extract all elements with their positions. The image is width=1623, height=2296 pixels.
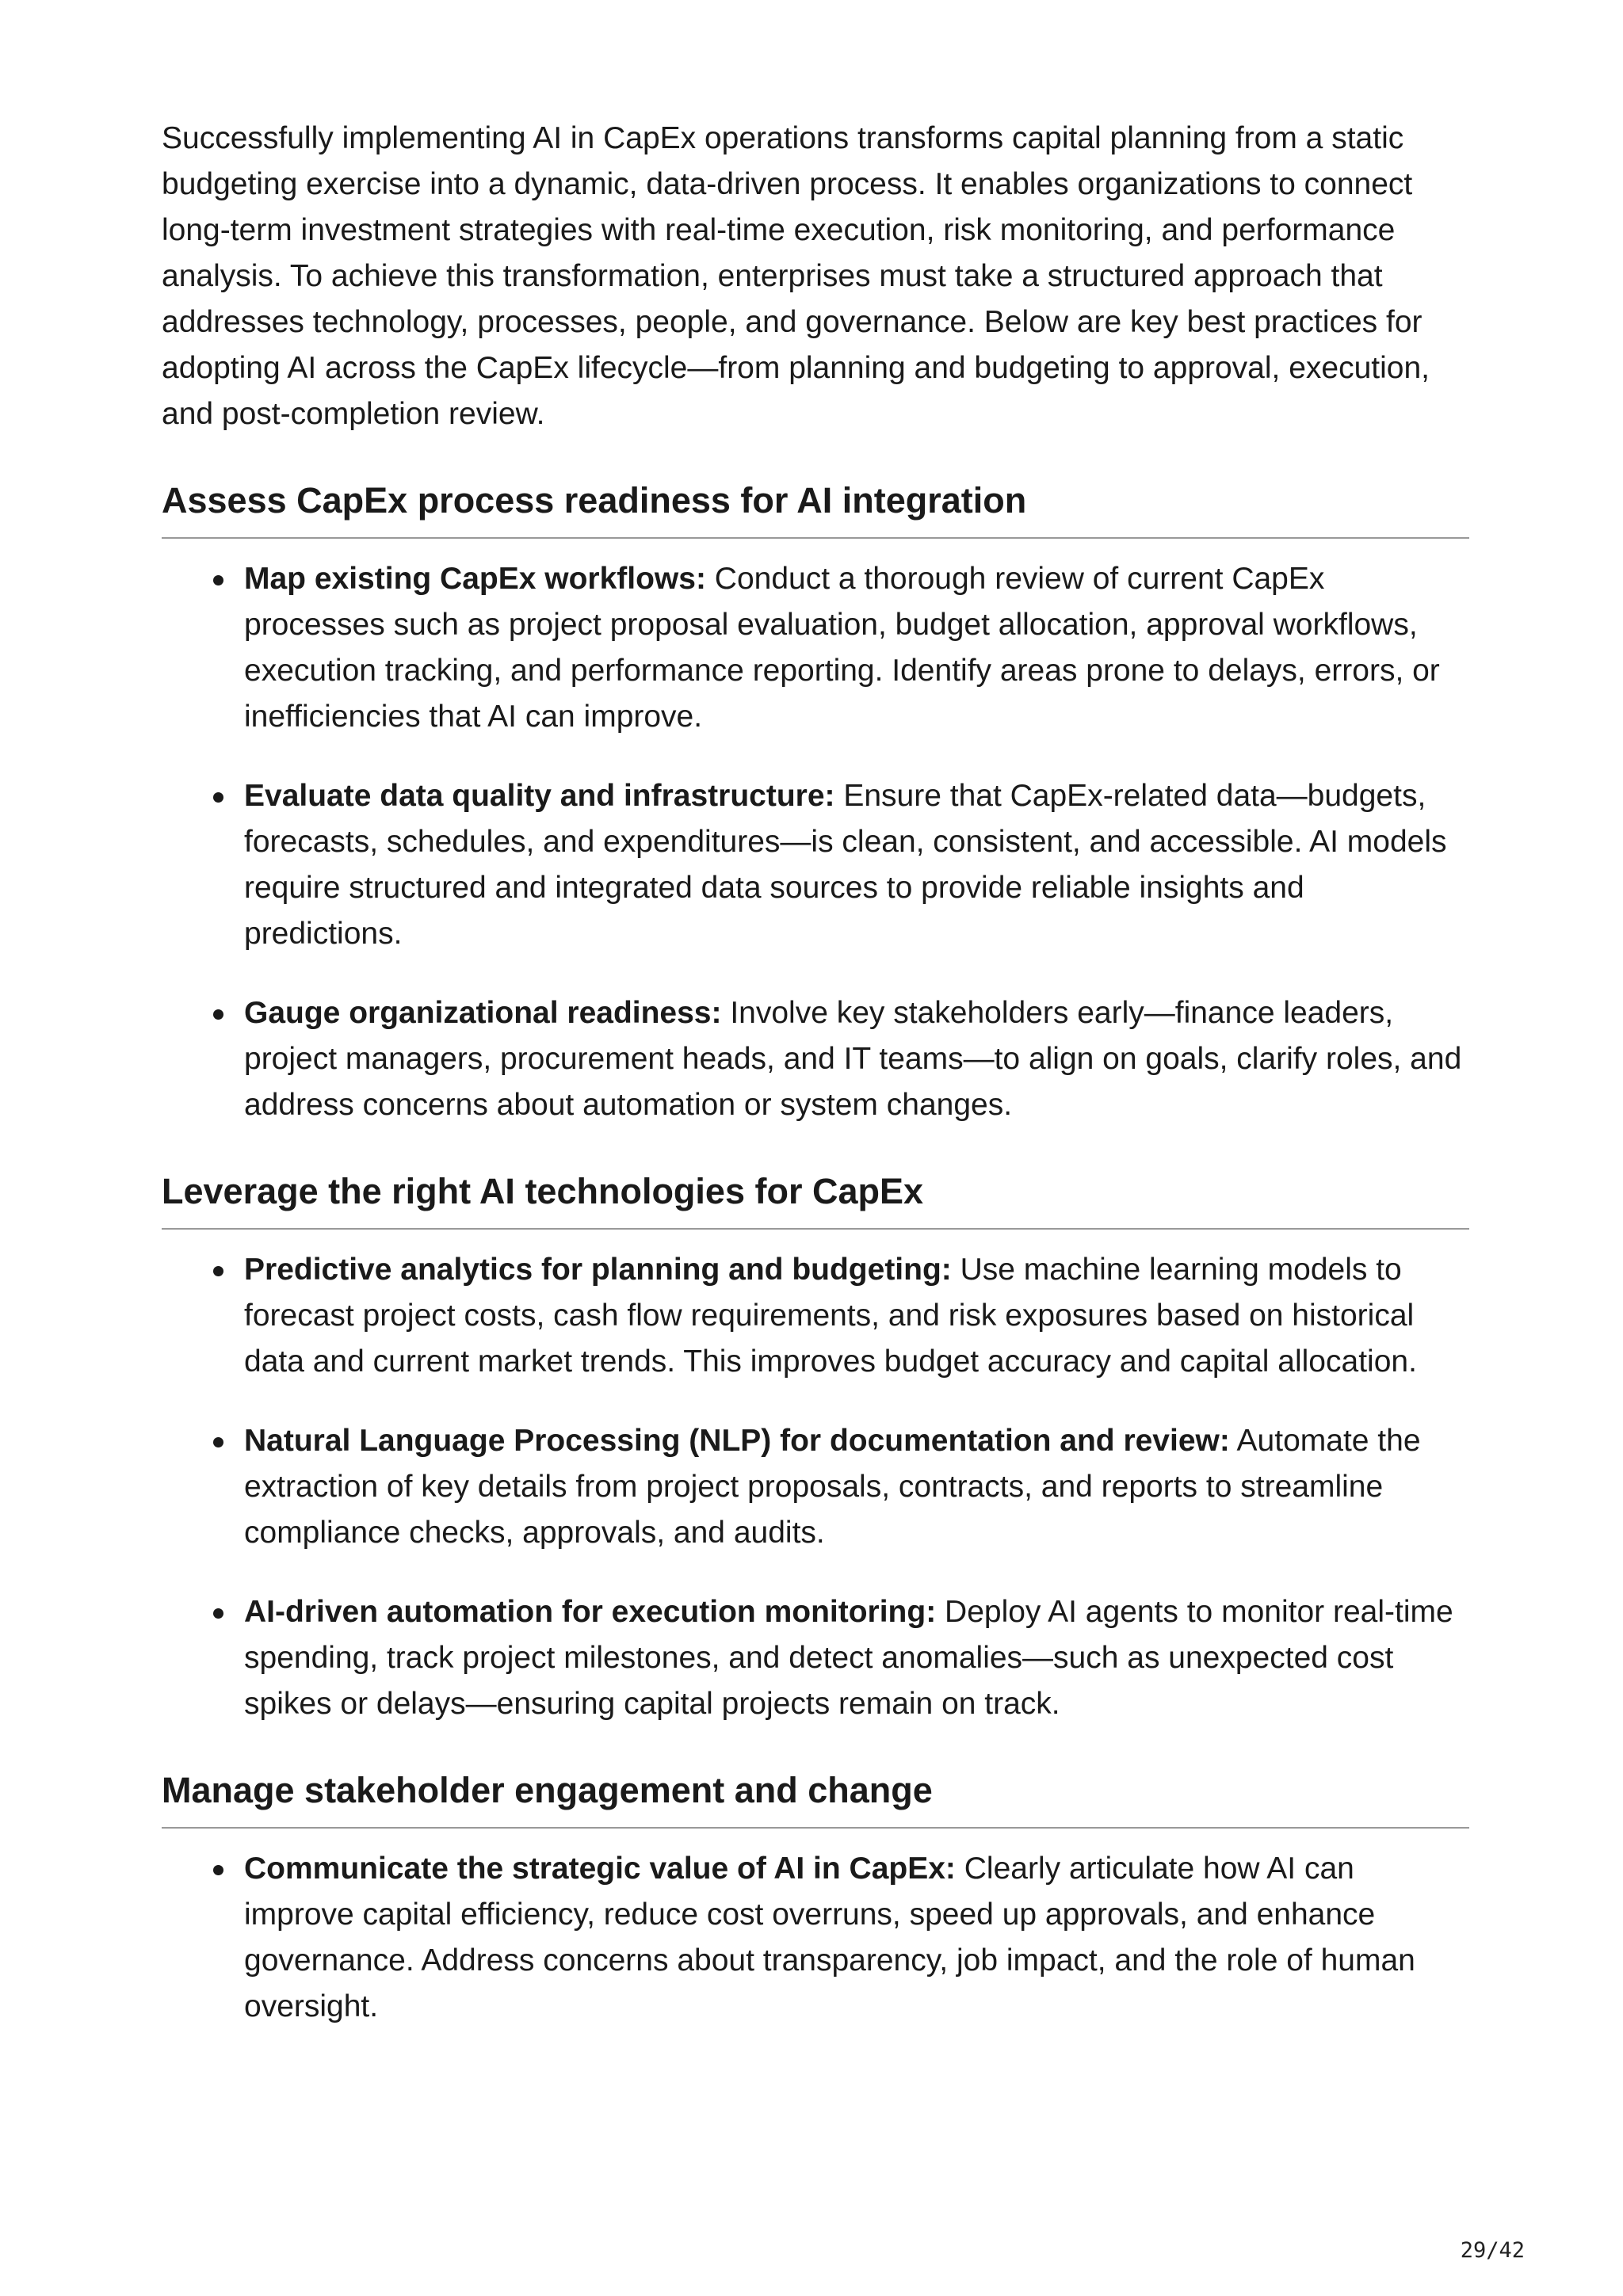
document-page <box>162 116 1469 2030</box>
list-item <box>162 1418 1469 1556</box>
bullet-term: AI-driven automation for execution monitoring: <box>244 1595 937 1629</box>
bullet-text: Deploy AI agents to monitor real-time spending, track project milestones, and detect anomalies—such as unexpected cost spikes or delays—ensuring capital projects remain on track. <box>244 1595 1453 1721</box>
bullet-term: Map existing CapEx workflows: <box>244 562 706 596</box>
bullet-text: Conduct a thorough review of current CapEx processes such as project proposal evaluation, budget allocation, approval workflows, execution tracking, and performance reporting. Identify areas prone to delays, errors, or inefficiencies that AI can improve. <box>244 562 1440 734</box>
bullet-icon <box>213 1266 223 1276</box>
section-heading: Assess CapEx process readiness for AI integration <box>162 479 1469 539</box>
list-item <box>162 1247 1469 1385</box>
intro-paragraph: Successfully implementing AI in CapEx operations transforms capital planning from a static budgeting exercise into a dynamic, data-driven process. It enables organizations to connect long-term investment strategies with real-time execution, risk monitoring, and performance analysis. To achieve this transformation, enterprises must take a structured approach that addresses technology, processes, people, and governance. Below are key best practices for adopting AI across the CapEx lifecycle—from planning and budgeting to approval, execution, and post-completion review. <box>162 121 1430 431</box>
bullet-icon <box>213 575 223 585</box>
list-item <box>162 1846 1469 2030</box>
bullet-icon <box>213 1437 223 1447</box>
bullet-term: Predictive analytics for planning and budgeting: <box>244 1253 952 1287</box>
section-stakeholder-engagement <box>162 1768 1469 2030</box>
bullet-text: Ensure that CapEx-related data—budgets, forecasts, schedules, and expenditures—is clean, consistent, and accessible. AI models require structured and integrated data sources to provide reliable insights and predictions. <box>244 779 1447 951</box>
list-item <box>162 556 1469 740</box>
bullet-text: Automate the extraction of key details from project proposals, contracts, and reports to streamline compliance checks, approvals, and audits. <box>244 1424 1421 1550</box>
bullet-list <box>162 556 1469 1128</box>
section-ai-technologies <box>162 1169 1469 1727</box>
bullet-text: Involve key stakeholders early—finance leaders, project managers, procurement heads, and IT teams—to align on goals, clarify roles, and address concerns about automation or system changes. <box>244 996 1462 1122</box>
bullet-term: Evaluate data quality and infrastructure: <box>244 779 835 813</box>
list-item <box>162 1589 1469 1727</box>
bullet-icon <box>213 1608 223 1619</box>
bullet-icon <box>213 1009 223 1020</box>
bullet-text: Clearly articulate how AI can improve capital efficiency, reduce cost overruns, speed up approvals, and enhance governance. Address concerns about transparency, job impact, and the role of human oversight. <box>244 1852 1415 2023</box>
bullet-term: Communicate the strategic value of AI in CapEx: <box>244 1852 956 1886</box>
list-item <box>162 990 1469 1128</box>
section-heading: Leverage the right AI technologies for CapEx <box>162 1169 1469 1230</box>
list-item <box>162 773 1469 957</box>
bullet-term: Natural Language Processing (NLP) for documentation and review: <box>244 1424 1230 1458</box>
bullet-text: Use machine learning models to forecast project costs, cash flow requirements, and risk exposures based on historical data and current market trends. This improves budget accuracy and capital allocation. <box>244 1253 1417 1379</box>
section-process-readiness <box>162 479 1469 1128</box>
page-number: 29/42 <box>1460 2238 1525 2263</box>
section-heading: Manage stakeholder engagement and change <box>162 1768 1469 1829</box>
bullet-icon <box>213 792 223 803</box>
bullet-term: Gauge organizational readiness: <box>244 996 722 1030</box>
bullet-list <box>162 1247 1469 1727</box>
bullet-icon <box>213 1865 223 1875</box>
bullet-list <box>162 1846 1469 2030</box>
